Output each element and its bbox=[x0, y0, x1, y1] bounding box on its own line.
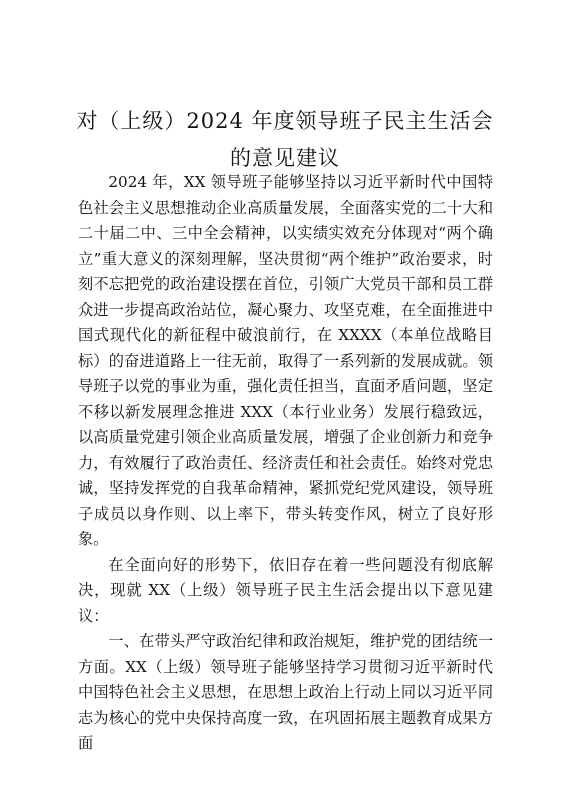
document-title: 对（上级）2024 年度领导班子民主生活会的意见建议 bbox=[76, 109, 494, 170]
document-body bbox=[78, 170, 493, 757]
paragraph-2: 在全面向好的形势下，依旧存在着一些问题没有彻底解决，现就 XX（上级）领导班子民主生活会提出以下意见建议： bbox=[78, 555, 493, 625]
paragraph-1: 2024 年，XX 领导班子能够坚持以习近平新时代中国特色社会主义思想推动企业高质量发展，全面落实党的二十大和二十届二中、三中全会精神，以实绩实效充分体现对“两个确立”重大意义的深刻理解，坚决贯彻“两个维护”政治要求，时刻不忘把党的政治建设摆在首位，引领广大党员干部和员工群众进一步提高政治站位，凝心聚力、攻坚克难，在全面推进中国式现代化的新征程中破浪前行，在 XXXX（本单位战略目标）的奋进道路上一往无前，取得了一系列新的发展成就。领导班子以党的事业为重，强化责任担当，直面矛盾问题，坚定不移以新发展理念推进 XXX（本行业业务）发展行稳致远，以高质量党建引领企业高质量发展，增强了企业创新力和竞争力，有效履行了政治责任、经济责任和社会责任。始终对党忠诚，坚持发挥党的自我革命精神，紧抓党纪党风建设，领导班子成员以身作则、以上率下，带头转变作风，树立了良好形象。 bbox=[78, 173, 493, 548]
paragraph-3: 一、在带头严守政治纪律和政治规矩，维护党的团结统一方面。XX（上级）领导班子能够坚持学习贯彻习近平新时代中国特色社会主义思想，在思想上政治上行动上同以习近平同志为核心的党中央保持高度一致，在巩固拓展主题教育成果方面 bbox=[78, 632, 493, 752]
